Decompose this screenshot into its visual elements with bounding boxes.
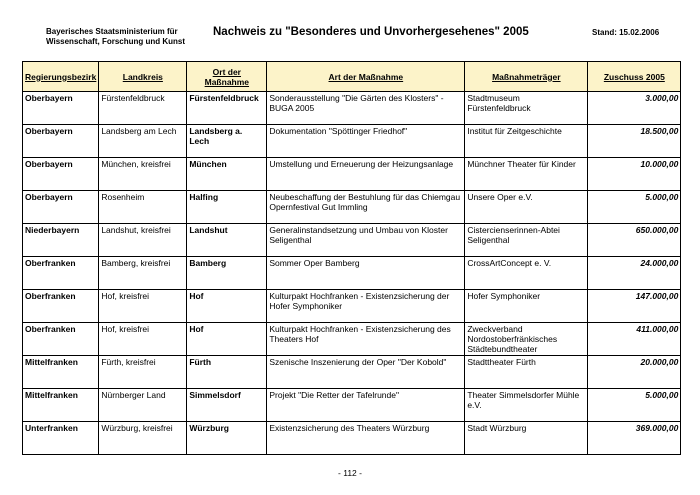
cell-regierungsbezirk: Oberbayern bbox=[23, 125, 99, 158]
col-header-ort: Ort der Maßnahme bbox=[187, 62, 267, 92]
cell-traeger: Institut für Zeitgeschichte bbox=[465, 125, 588, 158]
table-row bbox=[23, 389, 681, 422]
table-row bbox=[23, 422, 681, 455]
ministry-line-2: Wissenschaft, Forschung und Kunst bbox=[46, 37, 186, 46]
cell-landkreis: Nürnberger Land bbox=[99, 389, 187, 422]
cell-zuschuss: 411.000,00 bbox=[588, 323, 681, 356]
cell-zuschuss: 650.000,00 bbox=[588, 224, 681, 257]
cell-ort: Fürth bbox=[187, 356, 267, 389]
cell-landkreis: Fürth, kreisfrei bbox=[99, 356, 187, 389]
cell-art: Neubeschaffung der Bestuhlung für das Chiemgau Opernfestival Gut Immling bbox=[267, 191, 465, 224]
cell-zuschuss: 5.000,00 bbox=[588, 389, 681, 422]
table-row bbox=[23, 224, 681, 257]
table-row bbox=[23, 323, 681, 356]
col-header-traeger: Maßnahmeträger bbox=[465, 62, 588, 92]
cell-regierungsbezirk: Unterfranken bbox=[23, 422, 99, 455]
cell-art: Generalinstandsetzung und Umbau von Kloster Seligenthal bbox=[267, 224, 465, 257]
cell-traeger: Unsere Oper e.V. bbox=[465, 191, 588, 224]
cell-art: Projekt "Die Retter der Tafelrunde" bbox=[267, 389, 465, 422]
cell-regierungsbezirk: Niederbayern bbox=[23, 224, 99, 257]
cell-traeger: CrossArtConcept e. V. bbox=[465, 257, 588, 290]
cell-zuschuss: 24.000,00 bbox=[588, 257, 681, 290]
cell-landkreis: Landshut, kreisfrei bbox=[99, 224, 187, 257]
cell-art: Existenzsicherung des Theaters Würzburg bbox=[267, 422, 465, 455]
cell-ort: Fürstenfeldbruck bbox=[187, 92, 267, 125]
ministry-line-1: Bayerisches Staatsministerium für bbox=[46, 27, 178, 36]
cell-traeger: Münchner Theater für Kinder bbox=[465, 158, 588, 191]
table-row bbox=[23, 92, 681, 125]
cell-landkreis: Bamberg, kreisfrei bbox=[99, 257, 187, 290]
table-row bbox=[23, 257, 681, 290]
col-header-zuschuss: Zuschuss 2005 bbox=[588, 62, 681, 92]
ministry-name bbox=[46, 27, 185, 47]
cell-traeger: Hofer Symphoniker bbox=[465, 290, 588, 323]
cell-landkreis: München, kreisfrei bbox=[99, 158, 187, 191]
stand-date: Stand: 15.02.2006 bbox=[592, 28, 660, 37]
cell-art: Szenische Inszenierung der Oper "Der Kobold" bbox=[267, 356, 465, 389]
cell-ort: Landsberg a. Lech bbox=[187, 125, 267, 158]
cell-art: Sonderausstellung "Die Gärten des Klosters" - BUGA 2005 bbox=[267, 92, 465, 125]
cell-regierungsbezirk: Mittelfranken bbox=[23, 389, 99, 422]
table-row bbox=[23, 191, 681, 224]
table-row bbox=[23, 125, 681, 158]
cell-regierungsbezirk: Oberbayern bbox=[23, 92, 99, 125]
cell-ort: Simmelsdorf bbox=[187, 389, 267, 422]
cell-art: Dokumentation "Spöttinger Friedhof" bbox=[267, 125, 465, 158]
cell-zuschuss: 10.000,00 bbox=[588, 158, 681, 191]
cell-ort: Halfing bbox=[187, 191, 267, 224]
col-header-regierungsbezirk: Regierungsbezirk bbox=[23, 62, 99, 92]
cell-landkreis: Fürstenfeldbruck bbox=[99, 92, 187, 125]
cell-art: Umstellung und Erneuerung der Heizungsanlage bbox=[267, 158, 465, 191]
table-header-row bbox=[23, 62, 681, 92]
cell-ort: Bamberg bbox=[187, 257, 267, 290]
table-row bbox=[23, 158, 681, 191]
cell-ort: Hof bbox=[187, 323, 267, 356]
cell-traeger: Stadtmuseum Fürstenfeldbruck bbox=[465, 92, 588, 125]
cell-landkreis: Würzburg, kreisfrei bbox=[99, 422, 187, 455]
col-header-landkreis: Landkreis bbox=[99, 62, 187, 92]
cell-traeger: Theater Simmelsdorfer Mühle e.V. bbox=[465, 389, 588, 422]
page-number: - 112 - bbox=[338, 468, 362, 478]
cell-ort: Landshut bbox=[187, 224, 267, 257]
cell-ort: München bbox=[187, 158, 267, 191]
page-title: Nachweis zu "Besonderes und Unvorhergesehenes" 2005 bbox=[213, 26, 529, 38]
col-header-art: Art der Maßnahme bbox=[267, 62, 465, 92]
cell-art: Kulturpakt Hochfranken - Existenzsicherung der Hofer Symphoniker bbox=[267, 290, 465, 323]
cell-regierungsbezirk: Oberfranken bbox=[23, 323, 99, 356]
cell-traeger: Stadt Würzburg bbox=[465, 422, 588, 455]
cell-landkreis: Landsberg am Lech bbox=[99, 125, 187, 158]
cell-traeger: Stadttheater Fürth bbox=[465, 356, 588, 389]
cell-traeger: Cistercienserinnen-Abtei Seligenthal bbox=[465, 224, 588, 257]
cell-zuschuss: 5.000,00 bbox=[588, 191, 681, 224]
cell-zuschuss: 3.000,00 bbox=[588, 92, 681, 125]
cell-ort: Würzburg bbox=[187, 422, 267, 455]
cell-zuschuss: 18.500,00 bbox=[588, 125, 681, 158]
funding-table bbox=[22, 61, 681, 455]
cell-regierungsbezirk: Oberbayern bbox=[23, 158, 99, 191]
cell-landkreis: Hof, kreisfrei bbox=[99, 323, 187, 356]
table-row bbox=[23, 290, 681, 323]
cell-zuschuss: 369.000,00 bbox=[588, 422, 681, 455]
cell-landkreis: Rosenheim bbox=[99, 191, 187, 224]
cell-landkreis: Hof, kreisfrei bbox=[99, 290, 187, 323]
cell-ort: Hof bbox=[187, 290, 267, 323]
cell-zuschuss: 20.000,00 bbox=[588, 356, 681, 389]
cell-regierungsbezirk: Mittelfranken bbox=[23, 356, 99, 389]
cell-art: Sommer Oper Bamberg bbox=[267, 257, 465, 290]
cell-regierungsbezirk: Oberfranken bbox=[23, 290, 99, 323]
cell-regierungsbezirk: Oberfranken bbox=[23, 257, 99, 290]
cell-art: Kulturpakt Hochfranken - Existenzsicherung des Theaters Hof bbox=[267, 323, 465, 356]
cell-traeger: Zweckverband Nordostoberfränkisches Städtebundtheater bbox=[465, 323, 588, 356]
table-row bbox=[23, 356, 681, 389]
cell-zuschuss: 147.000,00 bbox=[588, 290, 681, 323]
cell-regierungsbezirk: Oberbayern bbox=[23, 191, 99, 224]
